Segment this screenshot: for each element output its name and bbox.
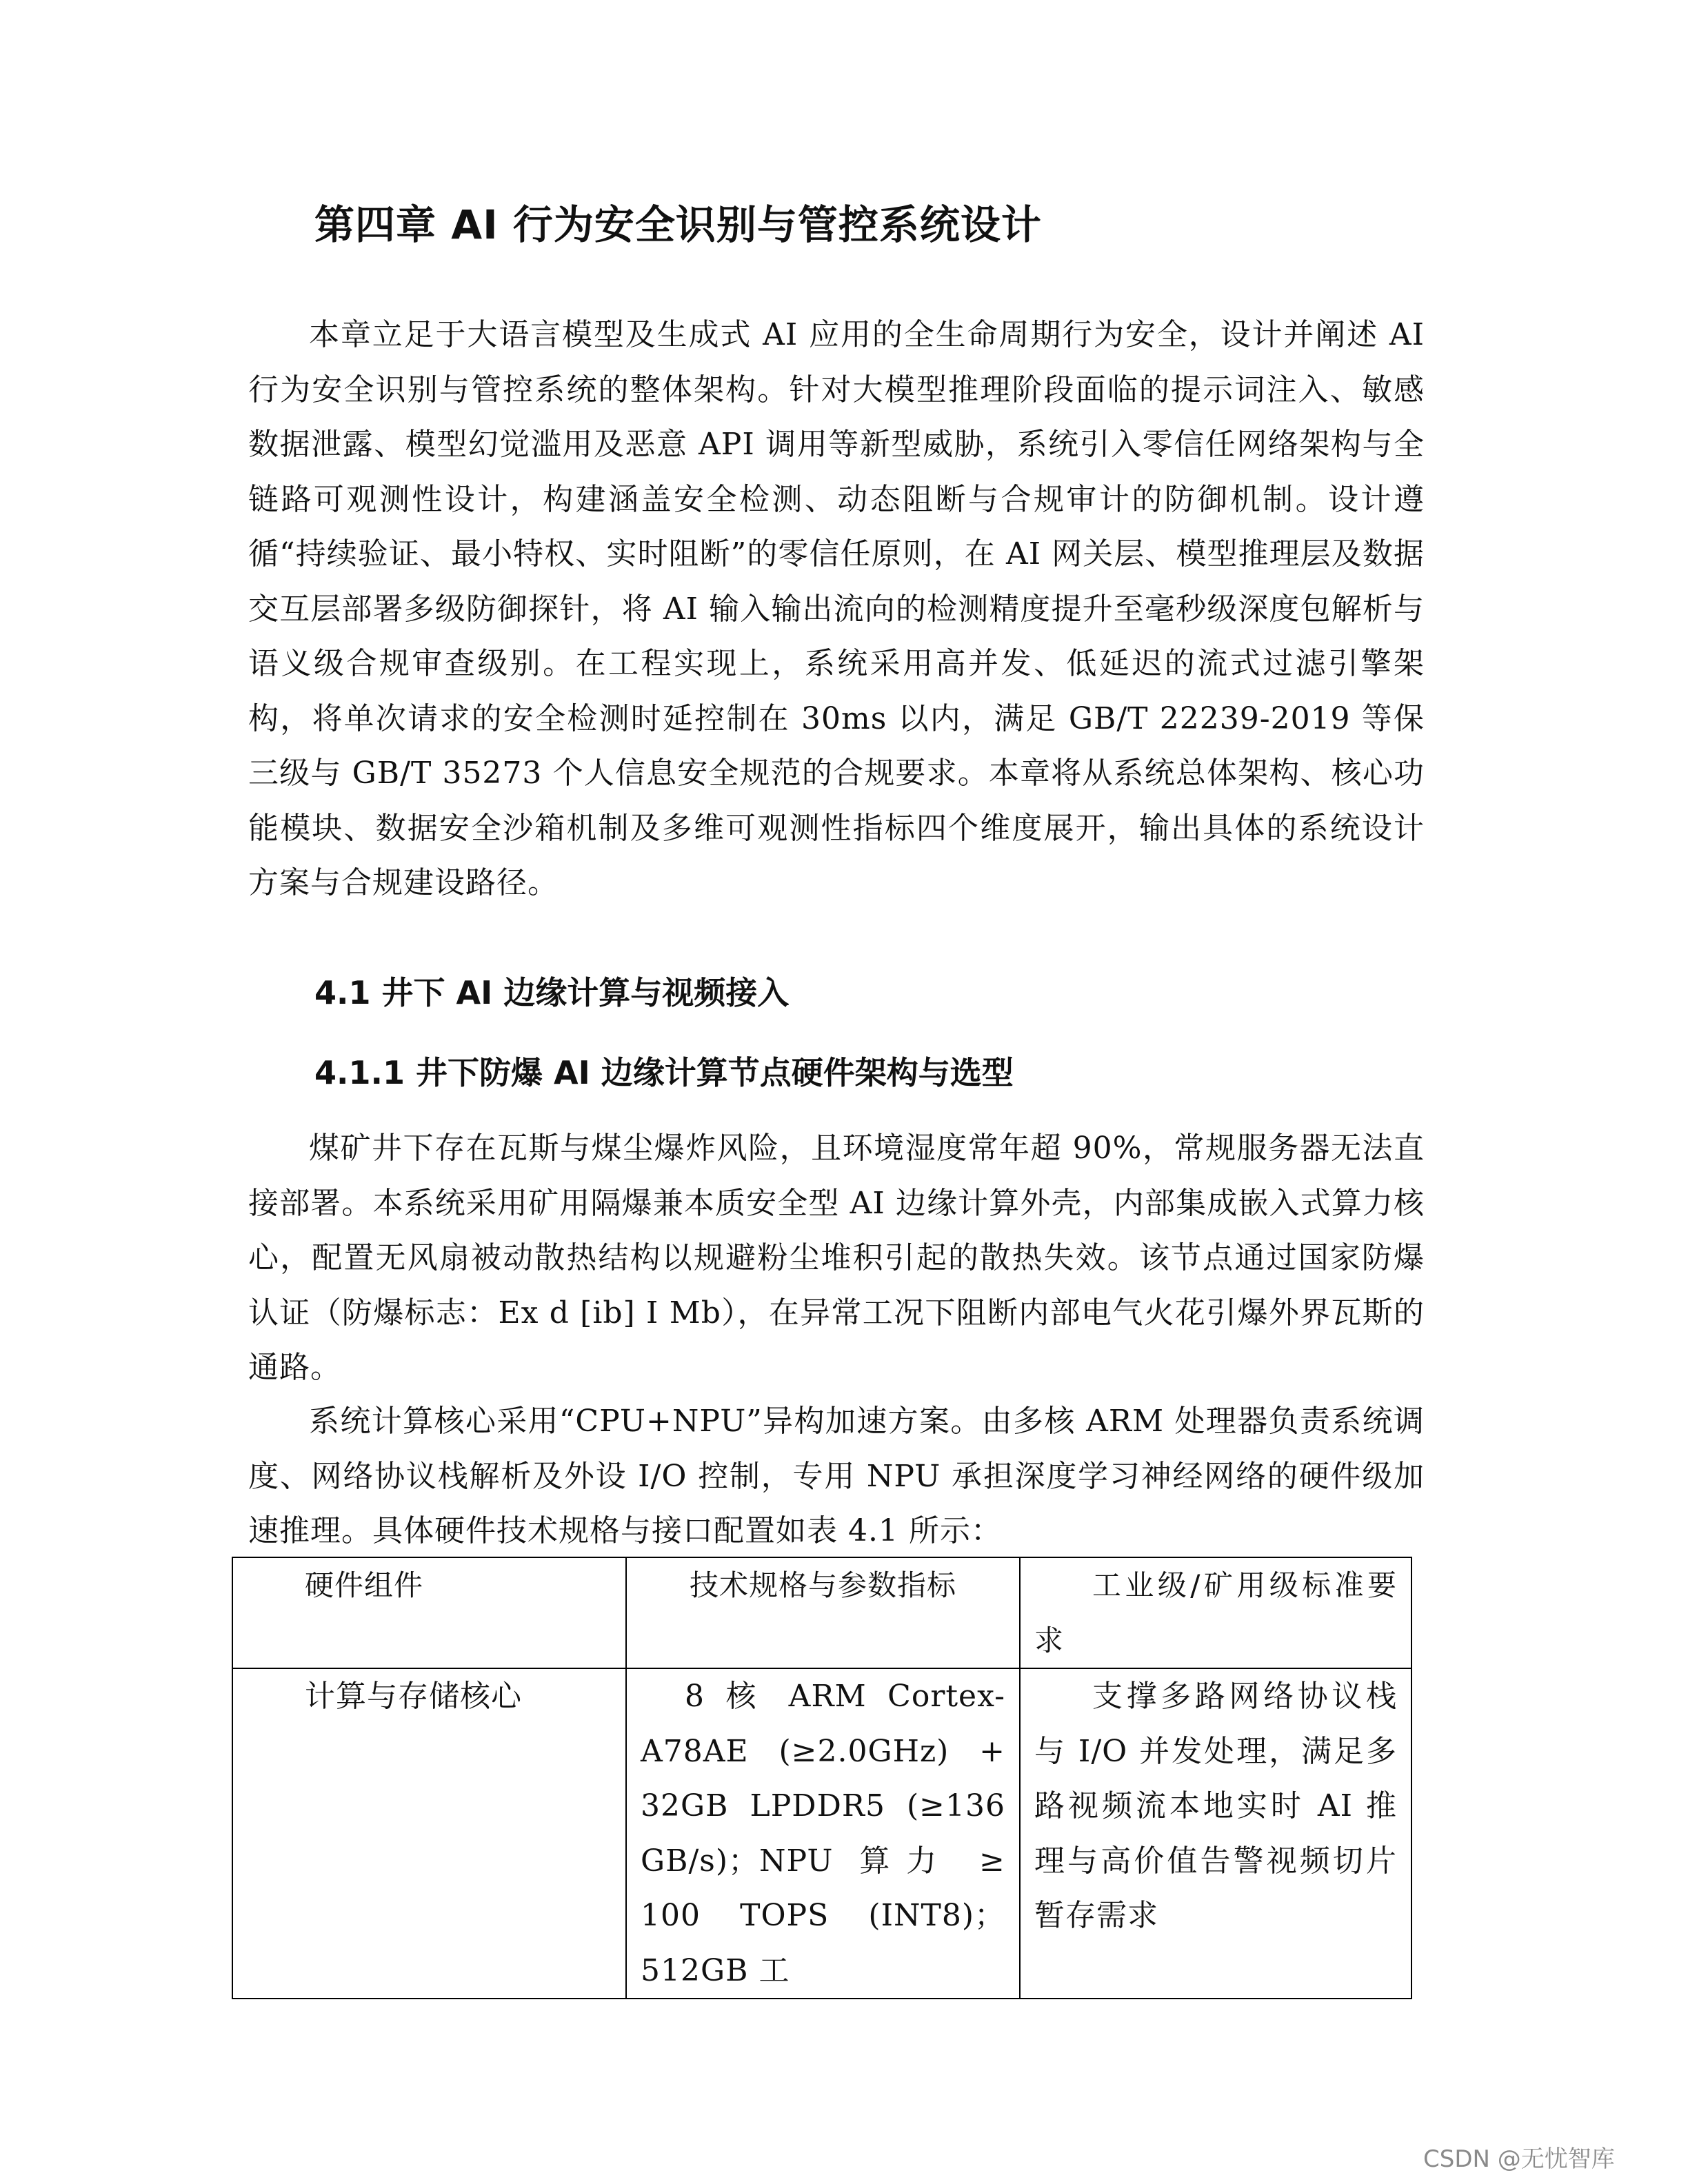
chapter-intro-paragraph: 本章立足于大语言模型及生成式 AI 应用的全生命周期行为安全，设计并阐述 AI 行为安全识别与管控系统的整体架构。针对大模型推理阶段面临的提示词注入、敏感数据泄露、模型幻觉滥用及恶意 API 调用等新型威胁，系统引入零信任网络架构与全链路可观测性设计，构建涵盖安全检测、动态阻断与合规审计的防御机制。设计遵循“持续验证、最小特权、实时阻断”的零信任原则，在 AI 网关层、模型推理层及数据交互层部署多级防御探针，将 AI 输入输出流向的检测精度提升至毫秒级深度包解析与语义级合规审查级别。在工程实现上，系统采用高并发、低延迟的流式过滤引擎架构，将单次请求的安全检测时延控制在 30ms 以内，满足 GB/T 22239-2019 等保三级与 GB/T 35273 个人信息安全规范的合规要求。本章将从系统总体架构、核心功能模块、数据安全沙箱机制及多维可观测性指标四个维度展开，输出具体的系统设计方案与合规建设路径。 [248, 317, 1425, 900]
table-header-cell: 技术规格与参数指标 [626, 1557, 1020, 1668]
csdn-watermark: CSDN @无忧智库 [1423, 2145, 1615, 2173]
body-paragraph-explosion-proof: 煤矿井下存在瓦斯与煤尘爆炸风险，且环境湿度常年超 90%，常规服务器无法直接部署。本系统采用矿用隔爆兼本质安全型 AI 边缘计算外壳，内部集成嵌入式算力核心，配置无风扇被动散热结构以规避粉尘堆积引起的散热失效。该节点通过国家防爆认证（防爆标志：Ex d [ib] I Mb），在异常工况下阻断内部电气火花引爆外界瓦斯的通路。 [248, 1131, 1425, 1385]
section-heading-4-1-1: 4.1.1 井下防爆 AI 边缘计算节点硬件架构与选型 [314, 1054, 1014, 1091]
hardware-spec-table [232, 1557, 1412, 1999]
section-heading-4-1: 4.1 井下 AI 边缘计算与视频接入 [314, 974, 790, 1011]
table-header-cell: 工业级/矿用级标准要求 [1020, 1557, 1411, 1668]
body-paragraph-compute-core: 系统计算核心采用“CPU+NPU”异构加速方案。由多核 ARM 处理器负责系统调度、网络协议栈解析及外设 I/O 控制，专用 NPU 承担深度学习神经网络的硬件级加速推理。具体硬件技术规格与接口配置如表 4.1 所示： [248, 1404, 1425, 1548]
table-header-row [232, 1557, 1411, 1668]
table-header-cell: 硬件组件 [232, 1557, 626, 1668]
table-cell-standard: 支撑多路网络协议栈与 I/O 并发处理，满足多路视频流本地实时 AI 推理与高价值告警视频切片暂存需求 [1020, 1668, 1411, 1999]
table-cell-component: 计算与存储核心 [232, 1668, 626, 1999]
table-cell-spec: 8 核 ARM Cortex-A78AE (≥2.0GHz) + 32GB LPDDR5 (≥136 GB/s)；NPU 算力 ≥ 100 TOPS (INT8)；512GB 工 [626, 1668, 1020, 1999]
table-row [232, 1668, 1411, 1999]
chapter-title: 第四章 AI 行为安全识别与管控系统设计 [314, 201, 1042, 248]
